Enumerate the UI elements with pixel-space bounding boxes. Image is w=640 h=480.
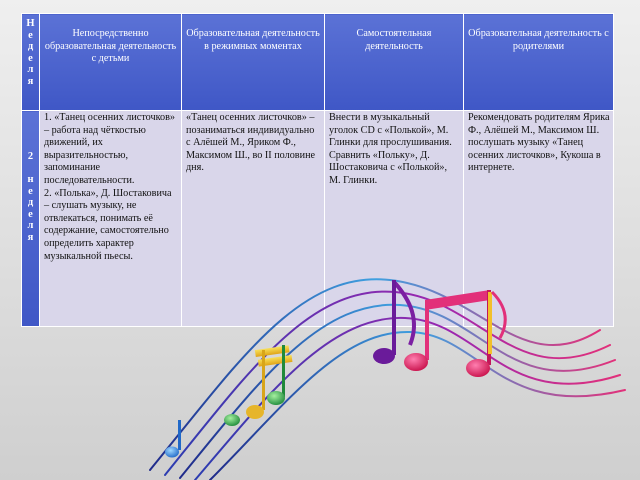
header-independent-activity: Самостоятельная деятельность <box>325 14 464 111</box>
cell-independent-activity: Внести в музыкальный уголок CD с «Полькой», М. Глинки для прослушивания. Сравнить «Польку», Д. Шостаковича с «Полькой», М. Глинки. <box>325 111 464 327</box>
week-label: 2 н е д е л я <box>22 111 40 327</box>
note-pink-right <box>488 292 505 354</box>
cell-parents-activity: Рекомендовать родителям Ярика Ф., Алёшей М., Максимом Ш. послушать музыку «Танец осенних листочков», Кукоша в интернете. <box>464 111 614 327</box>
staff-wave <box>150 279 625 480</box>
note-blue-small <box>165 420 181 458</box>
note-yellow-bar <box>246 345 292 419</box>
cell-direct-activity: 1. «Танец осенних листочков» – работа над чёткостью движений, их выразительностью, запоминание последовательности. 2. «Полька», Д. Шостаковича – слушать музыку, не отвлекаться, понимать её содержание, самостоятельно определить характер музыкальной пьесы. <box>40 111 182 327</box>
header-direct-activity: Непосредственно образовательная деятельность с детьми <box>40 14 182 111</box>
header-parents-activity: Образовательная деятельность с родителями <box>464 14 614 111</box>
cell-routine-moments: «Танец осенних листочков» – позаниматься индивидуально с Алёшей М., Яриком Ф., Максимом Ш., во II половине дня. <box>182 111 325 327</box>
header-routine-moments: Образовательная деятельность в режимных моментах <box>182 14 325 111</box>
week-column-header: Н е д е л я <box>22 14 40 111</box>
